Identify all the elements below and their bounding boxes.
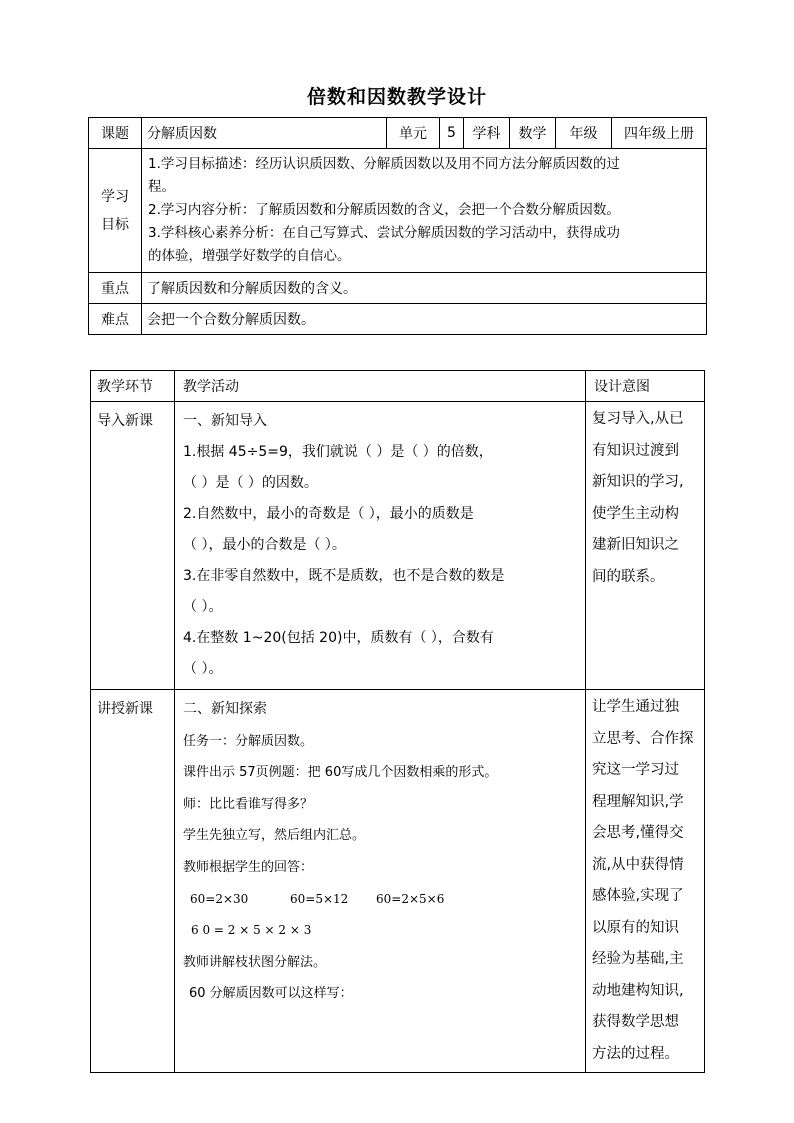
teaching-plan-table xyxy=(90,370,705,1073)
intent-line: 以原有的知识 xyxy=(592,919,679,936)
intent-line: 新知识的学习, xyxy=(592,474,684,490)
stage-intro: 导入新课 xyxy=(91,402,175,690)
goal-line: 程。 xyxy=(148,179,175,195)
unit-label: 单元 xyxy=(387,118,440,149)
plan-row-intro xyxy=(91,402,705,690)
intent-line: 获得数学思想 xyxy=(592,1014,679,1030)
lesson-info-table xyxy=(88,117,707,335)
goal-line: 3.学科核心素养分析：在自己写算式、尝试分解质因数的学习活动中，获得成功 xyxy=(148,225,620,241)
activity-line: 课件出示 57页例题：把 60写成几个因数相乘的形式。 xyxy=(183,765,498,781)
goals-content xyxy=(142,149,707,273)
header-activity: 教学活动 xyxy=(175,371,586,402)
goal-line: 的体验，增强学好数学的自信心。 xyxy=(148,248,351,264)
goal-line: 2.学习内容分析：了解质因数和分解质因数的含义，会把一个合数分解质因数。 xyxy=(148,202,620,218)
intent-line: 经验为基础,主 xyxy=(592,951,684,967)
info-row-difficulty xyxy=(89,304,707,335)
activity-line: 二、新知探索 xyxy=(183,701,267,717)
activity-line: 教师讲解枝状图分解法。 xyxy=(183,954,327,970)
key-label: 重点 xyxy=(89,273,142,304)
info-row-key xyxy=(89,273,707,304)
intent-line: 间的联系。 xyxy=(592,568,665,585)
intent-intro xyxy=(586,402,705,690)
intent-line: 程理解知识,学 xyxy=(592,793,684,810)
intent-line: 方法的过程。 xyxy=(592,1045,679,1062)
header-stage: 教学环节 xyxy=(91,371,175,402)
intent-line: 流,从中获得情 xyxy=(592,856,684,873)
equation: 6 0 = 2 × 5 × 2 × 3 xyxy=(191,923,312,938)
topic-value: 分解质因数 xyxy=(142,118,387,149)
activity-line: （ ）是（ ）的因数。 xyxy=(183,475,318,491)
intent-line: 使学生主动构 xyxy=(592,505,679,522)
equation: 60=2×30 xyxy=(190,891,249,906)
key-value: 了解质因数和分解质因数的含义。 xyxy=(142,273,707,304)
header-intent: 设计意图 xyxy=(586,371,705,402)
stage-new: 讲授新课 xyxy=(91,690,175,1073)
intent-line: 复习导入,从已 xyxy=(592,411,684,427)
intent-line: 感体验,实现了 xyxy=(592,888,684,904)
activity-line: （ ）。 xyxy=(183,661,223,677)
activity-intro xyxy=(175,402,586,690)
activity-new xyxy=(175,690,586,1073)
goals-label xyxy=(89,149,142,273)
activity-line: 任务一：分解质因数。 xyxy=(183,733,314,749)
activity-line: 4.在整数 1~20(包括 20)中，质数有（ ），合数有 xyxy=(183,630,494,646)
plan-row-new xyxy=(91,690,705,1073)
subject-label: 学科 xyxy=(464,118,510,149)
activity-line: 60 分解质因数可以这样写： xyxy=(189,986,353,1002)
activity-line: 2.自然数中，最小的奇数是（ ），最小的质数是 xyxy=(183,506,474,522)
subject-value: 数学 xyxy=(510,118,556,149)
intent-line: 动地建构知识, xyxy=(592,982,684,999)
activity-line: 3.在非零自然数中，既不是质数，也不是合数的数是 xyxy=(183,568,505,584)
intent-new xyxy=(586,690,705,1073)
activity-line: 一、新知导入 xyxy=(183,413,267,429)
intent-line: 有知识过渡到 xyxy=(592,442,679,459)
goal-line: 1.学习目标描述：经历认识质因数、分解质因数以及用不同方法分解质因数的过 xyxy=(148,156,620,172)
equation: 60=5×12 xyxy=(290,891,349,906)
difficulty-value: 会把一个合数分解质因数。 xyxy=(142,304,707,335)
topic-label: 课题 xyxy=(89,118,142,149)
activity-line: 学生先独立写，然后组内汇总。 xyxy=(183,828,366,844)
activity-line: 师：比比看谁写得多？ xyxy=(183,796,314,812)
intent-line: 会思考,懂得交 xyxy=(592,825,684,841)
grade-label: 年级 xyxy=(556,118,612,149)
equations-line xyxy=(183,884,577,916)
activity-line: 1.根据 45÷5=9，我们就说（ ）是（ ）的倍数， xyxy=(183,444,493,460)
intent-line: 立思考、合作探 xyxy=(592,730,694,747)
goals-label-line: 学习 xyxy=(101,188,129,205)
intent-line: 让学生通过独 xyxy=(592,699,679,715)
info-row-goals xyxy=(89,149,707,273)
activity-line: 教师根据学生的回答： xyxy=(183,859,314,875)
goals-label-line: 目标 xyxy=(101,216,129,233)
equation: 60=2×5×6 xyxy=(376,891,445,906)
page-title: 倍数和因数教学设计 xyxy=(306,86,487,108)
activity-line: （ ），最小的合数是（ ）。 xyxy=(183,537,346,553)
grade-value: 四年级上册 xyxy=(612,118,707,149)
activity-line: （ ）。 xyxy=(183,599,223,615)
info-row-topic xyxy=(89,118,707,149)
unit-value: 5 xyxy=(440,118,464,149)
plan-header-row xyxy=(91,371,705,402)
difficulty-label: 难点 xyxy=(89,304,142,335)
intent-line: 究这一学习过 xyxy=(592,762,679,778)
intent-line: 建新旧知识之 xyxy=(592,537,679,553)
